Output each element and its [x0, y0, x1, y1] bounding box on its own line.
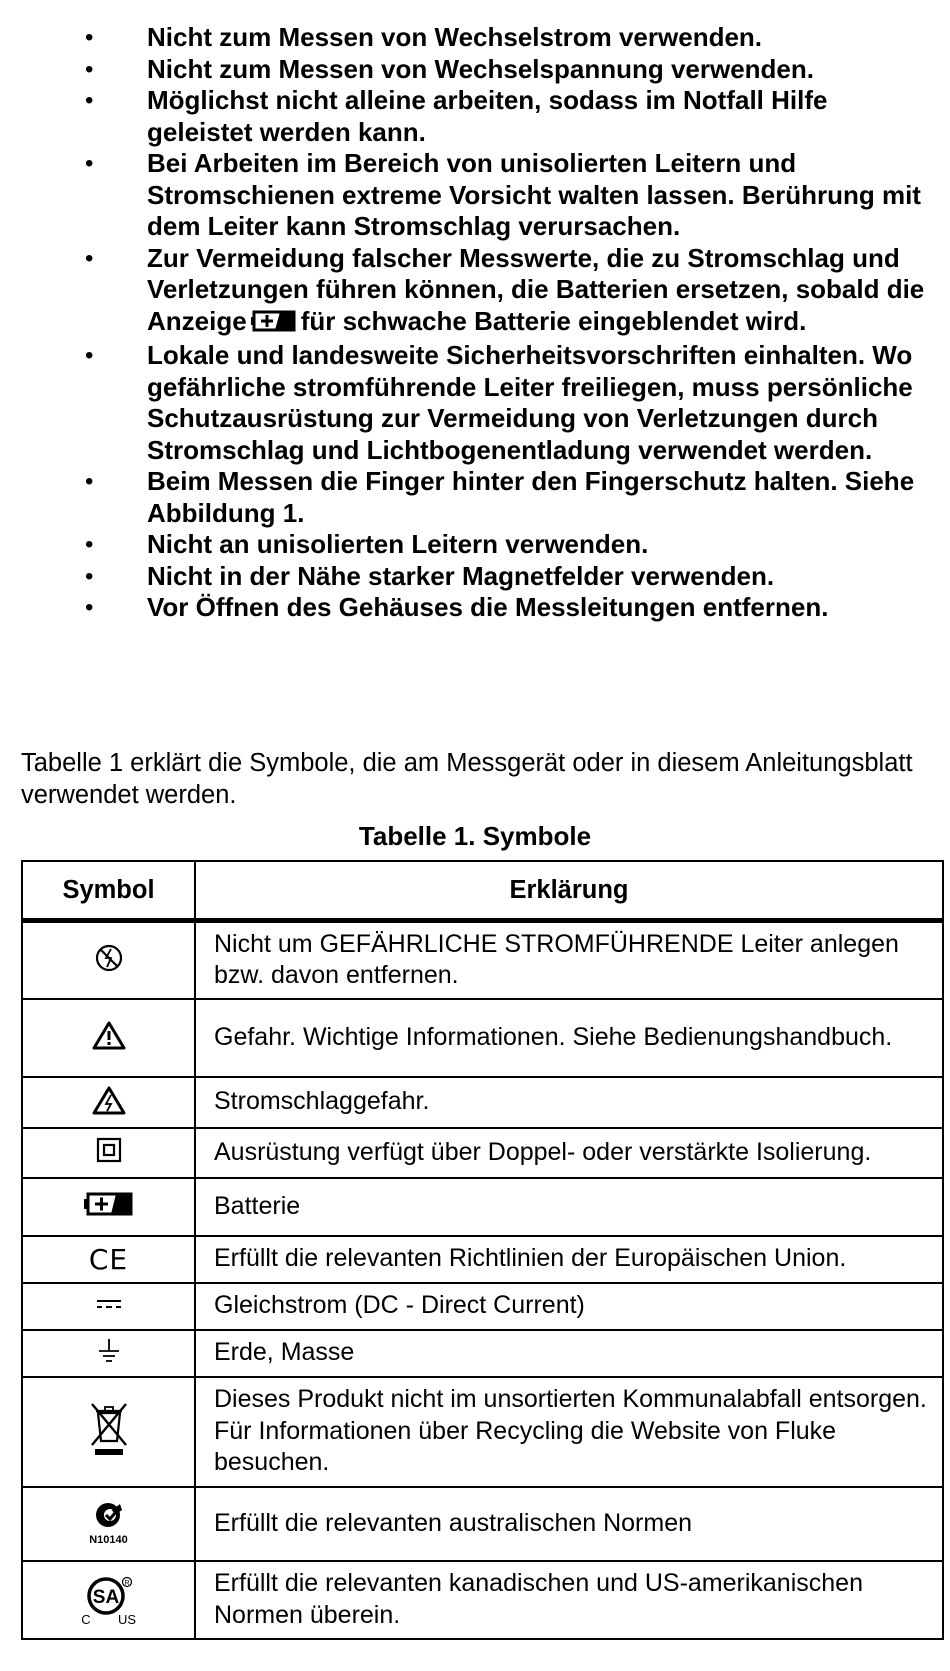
symbol-cell: [22, 921, 195, 999]
table-row: [22, 1487, 943, 1561]
explanation-cell: Erfüllt die relevanten kanadischen und US-amerikanischen Normen überein.: [195, 1561, 943, 1639]
warning-item: • Bei Arbeiten im Bereich von unisolierten Leitern und Stromschienen extreme Vorsicht walten lassen. Berührung mit dem Leiter kann Stromschlag verursachen.: [0, 148, 950, 243]
symbols-table: [21, 860, 944, 1640]
symbol-cell: [22, 1561, 195, 1639]
warning-icon: [92, 1020, 126, 1055]
symbol-cell: [22, 999, 195, 1077]
table-row: [22, 1283, 943, 1330]
symbol-cell: [22, 1128, 195, 1178]
explanation-cell: Erde, Masse: [195, 1330, 943, 1377]
shock-hazard-icon: [92, 1085, 126, 1120]
explanation-cell: Batterie: [195, 1178, 943, 1236]
explanation-cell: Gleichstrom (DC - Direct Current): [195, 1283, 943, 1330]
table-row: [22, 921, 943, 999]
table-row: [22, 1077, 943, 1128]
csa-us-label: US: [117, 1611, 136, 1627]
explanation-column-header: Erklärung: [195, 861, 943, 921]
warning-text: Zur Vermeidung falscher Messwerte, die zu Stromschlag und Verletzungen führen können, die Batterien ersetzen, sobald die Anzeige: [147, 242, 925, 336]
dc-icon: [96, 1297, 122, 1316]
no-live-conductor-icon: [94, 943, 124, 978]
symbol-column-header: Symbol: [22, 861, 195, 921]
symbol-cell: [22, 1487, 195, 1561]
warning-item-battery: [0, 243, 950, 341]
weee-bin-icon: [89, 1401, 129, 1462]
warning-item: • Lokale und landesweite Sicherheitsvorschriften einhalten. Wo gefährliche stromführende Leiter freiliegen, muss persönliche Schutzausrüstung zur Vermeidung von Verletzungen durch Stromschlag und Lichtbogenentladung verwendet werden.: [0, 340, 950, 466]
svg-text:SA: SA: [92, 1586, 119, 1608]
explanation-cell: Gefahr. Wichtige Informationen. Siehe Bedienungshandbuch.: [195, 999, 943, 1077]
battery-icon: [84, 1191, 134, 1222]
c-tick-icon: [89, 1501, 128, 1546]
battery-icon: [251, 309, 297, 341]
svg-text:R: R: [123, 1579, 130, 1587]
double-insulation-icon: [96, 1137, 122, 1168]
explanation-cell: Nicht um GEFÄHRLICHE STROMFÜHRENDE Leiter anlegen bzw. davon entfernen.: [195, 921, 943, 999]
csa-icon: [69, 1572, 149, 1628]
table-row: [22, 1330, 943, 1377]
warning-item: • Nicht zum Messen von Wechselstrom verwenden.: [0, 22, 950, 54]
table-row: [22, 1178, 943, 1236]
table-row: [22, 1561, 943, 1639]
warning-item: • Nicht zum Messen von Wechselspannung verwenden.: [0, 54, 950, 86]
ground-icon: [97, 1338, 121, 1369]
symbol-cell: [22, 1283, 195, 1330]
table-row: [22, 1236, 943, 1283]
warning-item: • Nicht an unisolierten Leitern verwenden.: [0, 529, 950, 561]
explanation-cell: Dieses Produkt nicht im unsortierten Kommunalabfall entsorgen. Für Informationen über Recycling die Website von Fluke besuchen.: [195, 1377, 943, 1487]
warning-item: • Nicht in der Nähe starker Magnetfelder verwenden.: [0, 561, 950, 593]
table-row: [22, 1377, 943, 1487]
warning-item: • Beim Messen die Finger hinter den Fingerschutz halten. Siehe Abbildung 1.: [0, 466, 950, 529]
symbol-cell: [22, 1077, 195, 1128]
symbol-cell: [22, 1377, 195, 1487]
csa-c-label: C: [80, 1611, 91, 1627]
warning-item: • Vor Öffnen des Gehäuses die Messleitungen entfernen.: [0, 592, 950, 624]
safety-warnings-list: [0, 22, 950, 624]
symbol-cell: [22, 1178, 195, 1236]
table-row: [22, 1128, 943, 1178]
table-caption: Tabelle 1. Symbole: [358, 821, 592, 851]
warning-item: • Möglichst nicht alleine arbeiten, sodass im Notfall Hilfe geleistet werden kann.: [0, 85, 950, 148]
warning-text: für schwache Batterie eingeblendet wird.: [300, 305, 807, 336]
table-intro-text: Tabelle 1 erklärt die Symbole, die am Messgerät oder in diesem Anleitungsblatt verwendet werden.: [21, 749, 913, 809]
table-header-row: [22, 861, 943, 921]
certification-number: N10140: [89, 1534, 128, 1546]
explanation-cell: Erfüllt die relevanten Richtlinien der Europäischen Union.: [195, 1236, 943, 1283]
explanation-cell: Stromschlaggefahr.: [195, 1077, 943, 1128]
explanation-cell: Ausrüstung verfügt über Doppel- oder verstärkte Isolierung.: [195, 1128, 943, 1178]
symbol-cell: [22, 1330, 195, 1377]
symbol-cell: [22, 1236, 195, 1283]
ce-mark-icon: CE: [88, 1242, 129, 1276]
table-row: [22, 999, 943, 1077]
explanation-cell: Erfüllt die relevanten australischen Normen: [195, 1487, 943, 1561]
